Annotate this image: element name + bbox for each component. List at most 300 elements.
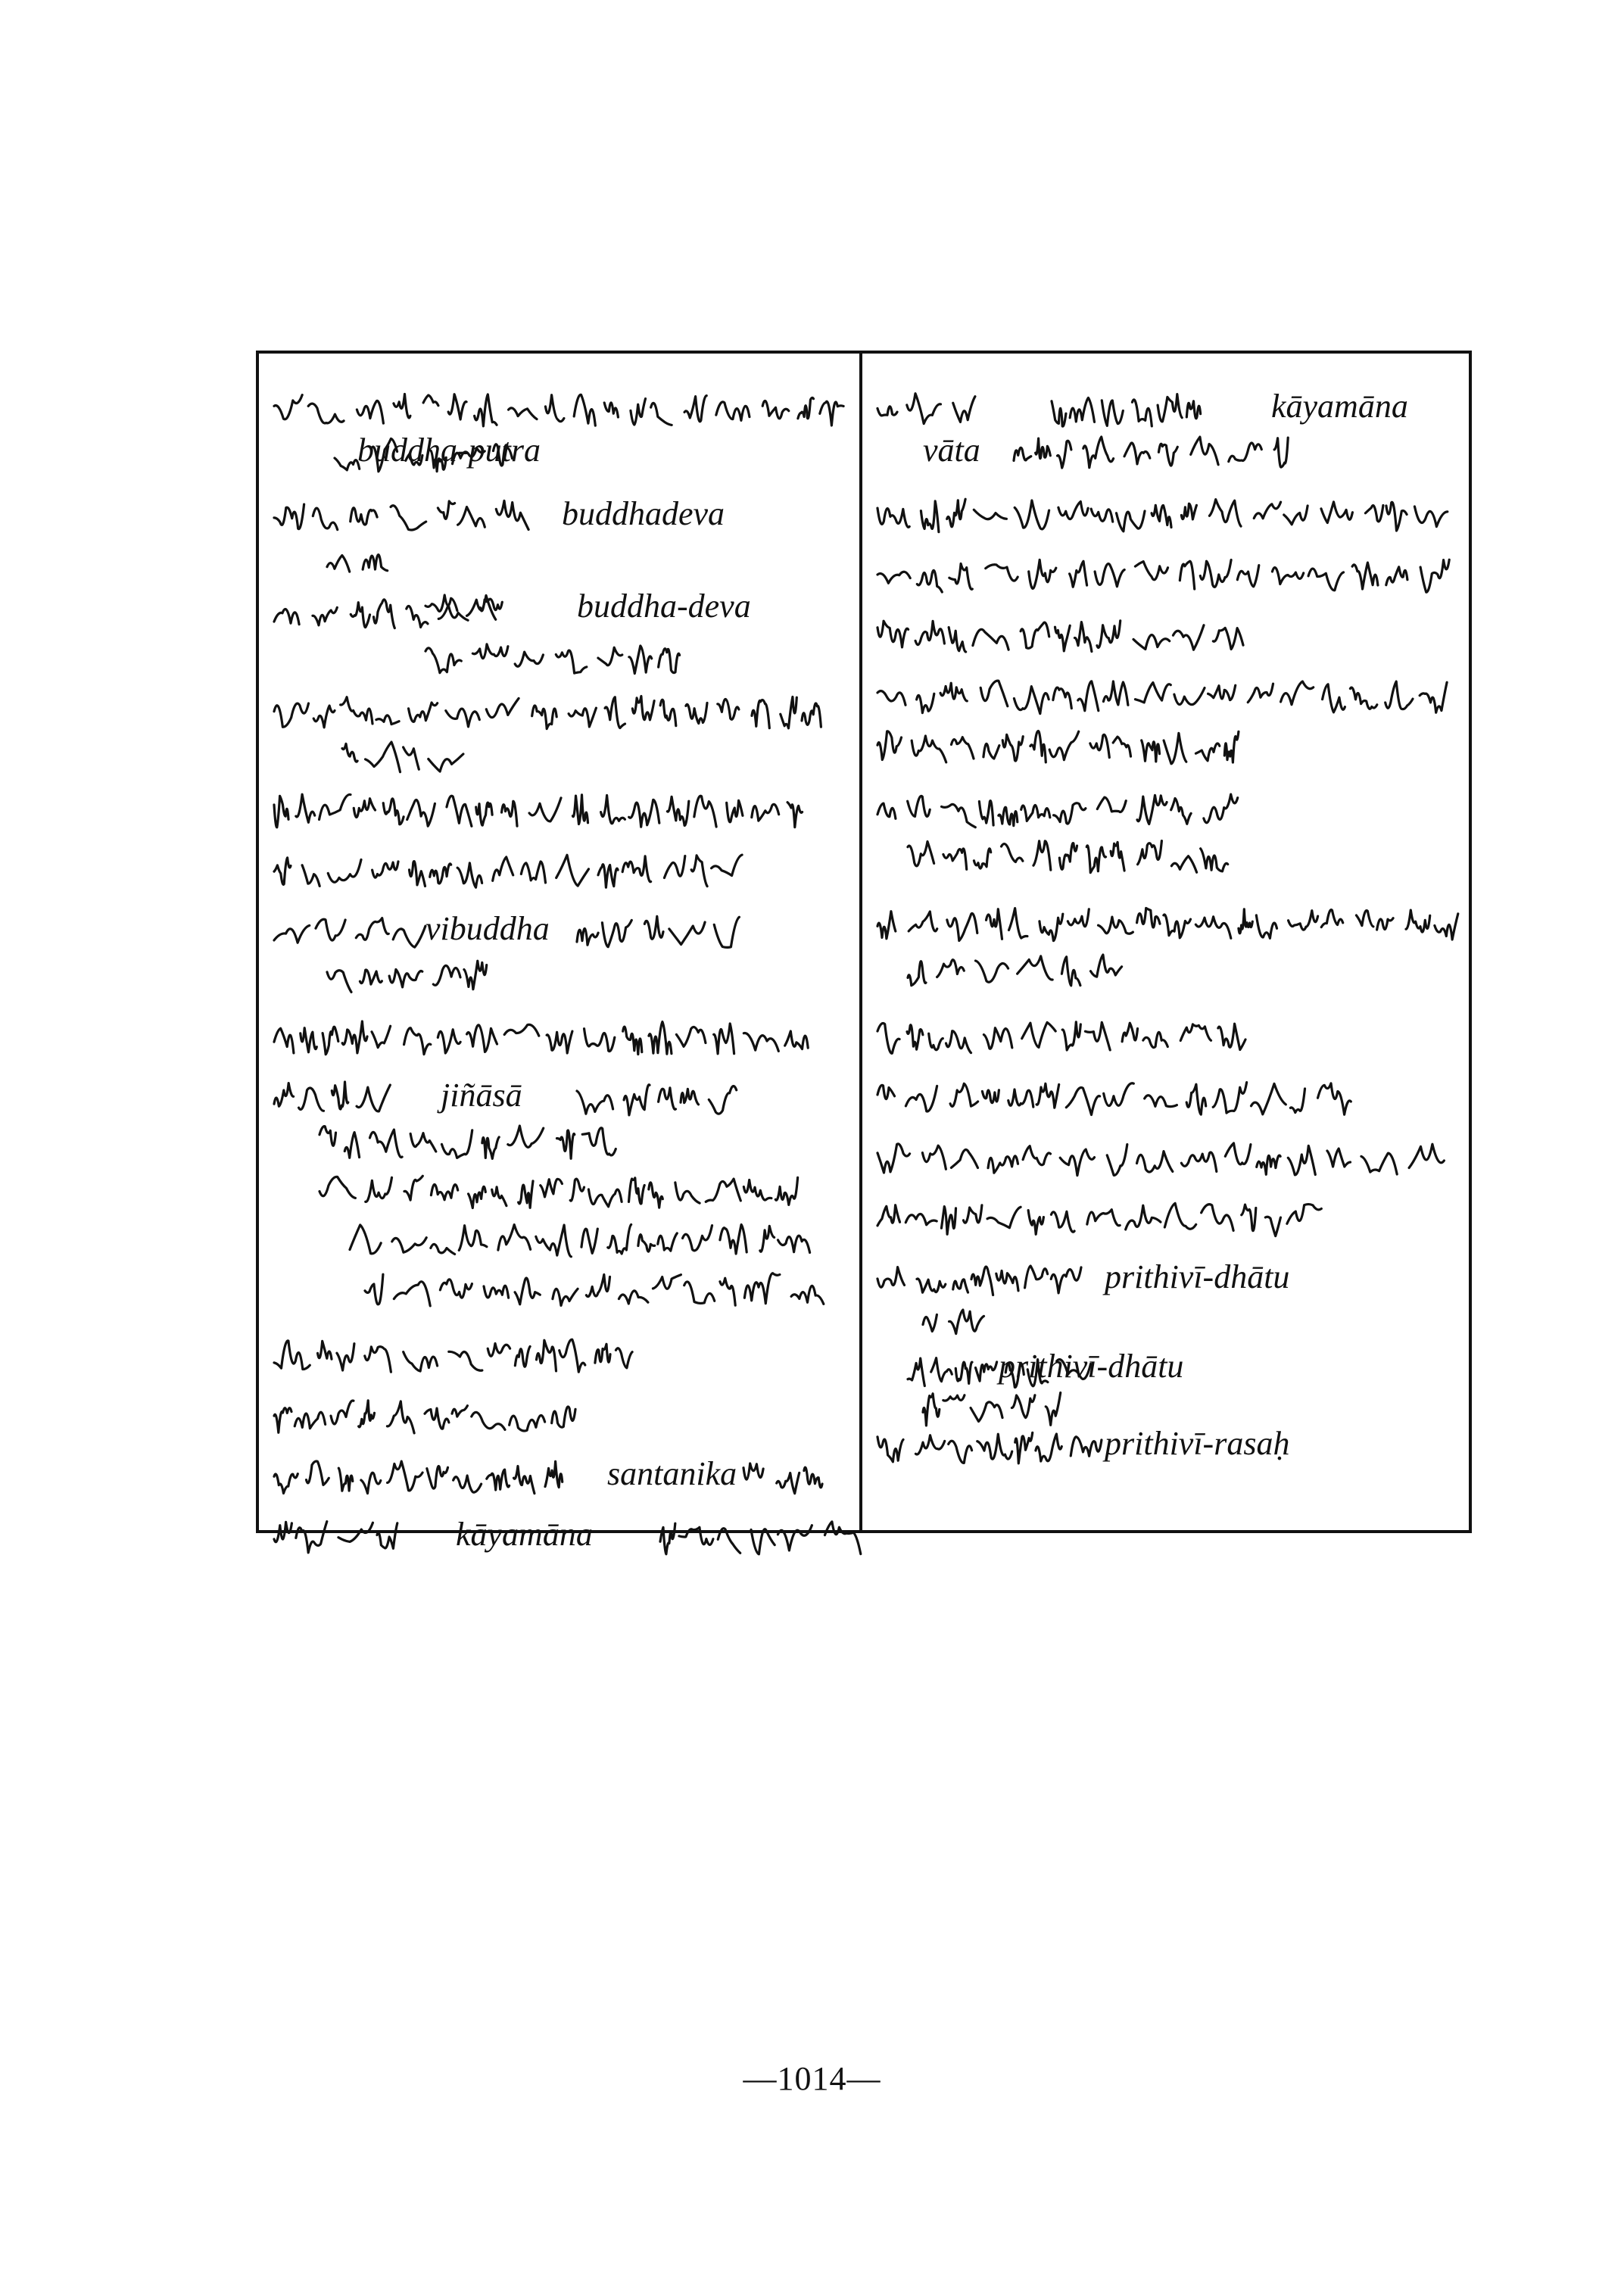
handwriting-stroke — [342, 1021, 367, 1053]
handwriting-stroke — [1051, 1267, 1081, 1293]
handwriting-stroke — [877, 407, 897, 416]
handwriting-stroke — [515, 1347, 530, 1367]
handwriting-stroke — [1174, 688, 1205, 705]
handwriting-stroke — [363, 555, 388, 571]
handwriting-stroke — [1014, 447, 1031, 460]
handwriting-stroke — [541, 1179, 563, 1196]
handwriting-stroke — [327, 556, 350, 572]
handwriting-stroke — [950, 1083, 978, 1106]
handwriting-stroke — [457, 863, 482, 887]
handwritten-entry-ink — [862, 497, 1469, 543]
handwriting-stroke — [752, 804, 779, 821]
handwriting-stroke — [949, 1441, 972, 1463]
handwriting-stroke — [274, 1408, 291, 1433]
handwriting-stroke — [372, 1026, 391, 1047]
right-entry — [862, 906, 1469, 997]
handwriting-stroke — [510, 1416, 545, 1432]
handwriting-stroke — [686, 703, 707, 724]
handwriting-stroke — [1028, 1211, 1043, 1235]
handwriting-stroke — [1229, 443, 1262, 462]
handwriting-stroke — [1252, 1083, 1286, 1114]
handwriting-stroke — [1040, 914, 1063, 940]
handwriting-stroke — [979, 801, 993, 825]
handwritten-entry-ink — [259, 914, 859, 997]
handwriting-stroke — [1284, 506, 1308, 525]
left-entry — [259, 588, 859, 679]
handwriting-stroke — [906, 1086, 937, 1111]
handwriting-stroke — [373, 600, 394, 628]
handwriting-stroke — [1288, 1145, 1315, 1175]
handwriting-stroke — [274, 1341, 310, 1370]
handwriting-stroke — [342, 743, 357, 762]
handwriting-stroke — [951, 737, 974, 759]
handwriting-stroke — [354, 799, 375, 818]
handwriting-stroke — [1164, 915, 1191, 938]
handwriting-stroke — [1201, 849, 1228, 871]
handwriting-stroke — [582, 1128, 616, 1155]
handwriting-stroke — [369, 1130, 402, 1158]
handwriting-stroke — [1386, 681, 1413, 709]
handwriting-stroke — [274, 1028, 294, 1053]
handwriting-stroke — [492, 1187, 507, 1206]
handwritten-entry-ink — [259, 793, 859, 838]
handwriting-stroke — [912, 736, 946, 762]
handwriting-stroke — [464, 961, 487, 990]
handwriting-stroke — [974, 849, 990, 868]
handwriting-stroke — [1254, 502, 1280, 519]
handwriting-stroke — [404, 1028, 431, 1055]
handwriting-stroke — [1186, 401, 1200, 419]
handwriting-stroke — [1281, 681, 1314, 705]
handwriting-stroke — [907, 394, 941, 424]
handwriting-stroke — [1090, 734, 1109, 757]
handwriting-stroke — [372, 862, 398, 877]
handwriting-stroke — [1122, 1023, 1137, 1042]
handwriting-stroke — [482, 1137, 499, 1159]
handwriting-stroke — [718, 1529, 740, 1554]
handwriting-stroke — [987, 909, 1002, 940]
handwritten-entry-ink — [862, 679, 1469, 770]
handwriting-stroke — [679, 1527, 713, 1544]
handwriting-stroke — [351, 603, 369, 628]
handwriting-stroke — [454, 1476, 482, 1492]
handwriting-stroke — [727, 800, 743, 822]
handwriting-stroke — [988, 1156, 1018, 1173]
handwriting-stroke — [802, 703, 821, 727]
handwriting-stroke — [376, 715, 399, 725]
handwriting-stroke — [425, 1408, 449, 1429]
handwriting-stroke — [940, 683, 967, 701]
romanized-term: vāta — [923, 432, 980, 469]
handwriting-stroke — [1008, 909, 1027, 939]
handwriting-stroke — [908, 842, 934, 866]
handwriting-stroke — [629, 799, 659, 827]
handwriting-stroke — [706, 1179, 740, 1202]
handwriting-stroke — [1014, 687, 1049, 714]
handwriting-stroke — [1022, 1022, 1055, 1047]
handwriting-stroke — [1200, 560, 1231, 588]
romanized-term: buddhadeva — [562, 495, 725, 532]
handwriting-stroke — [664, 856, 684, 878]
handwriting-stroke — [917, 570, 942, 592]
handwriting-stroke — [946, 1031, 971, 1053]
handwriting-stroke — [572, 795, 588, 824]
handwriting-stroke — [787, 803, 803, 828]
handwriting-stroke — [452, 1406, 467, 1417]
handwriting-stroke — [1173, 625, 1204, 650]
page-number: —1014— — [743, 2060, 881, 2097]
handwriting-stroke — [781, 697, 797, 728]
handwriting-stroke — [1406, 910, 1430, 932]
romanized-term: santanika — [607, 1455, 737, 1492]
handwriting-stroke — [1256, 915, 1276, 938]
handwriting-stroke — [274, 925, 310, 943]
handwriting-stroke — [743, 1463, 763, 1479]
handwriting-stroke — [332, 1082, 348, 1109]
handwriting-stroke — [356, 918, 388, 940]
handwriting-stroke — [581, 1229, 597, 1253]
handwriting-stroke — [394, 394, 410, 418]
handwriting-stroke — [1138, 841, 1162, 865]
handwriting-stroke — [577, 928, 598, 945]
handwriting-stroke — [429, 754, 463, 771]
handwriting-stroke — [515, 652, 543, 666]
handwriting-stroke — [274, 796, 288, 827]
handwriting-stroke — [1060, 1149, 1094, 1176]
handwriting-stroke — [1070, 397, 1094, 422]
handwriting-stroke — [951, 1150, 977, 1168]
handwriting-stroke — [877, 1437, 903, 1462]
handwriting-stroke — [908, 962, 926, 986]
right-entry — [862, 679, 1469, 770]
handwriting-stroke — [598, 865, 618, 887]
handwriting-stroke — [798, 397, 814, 418]
handwriting-stroke — [431, 1184, 457, 1199]
left-column — [259, 354, 859, 1553]
right-entry — [862, 497, 1469, 543]
handwriting-stroke — [588, 1189, 622, 1207]
handwriting-stroke — [1054, 803, 1086, 824]
handwriting-stroke — [1133, 635, 1170, 650]
handwriting-stroke — [1158, 394, 1182, 422]
handwriting-stroke — [359, 1401, 375, 1427]
handwriting-stroke — [1132, 400, 1152, 426]
handwriting-stroke — [644, 916, 663, 939]
handwriting-stroke — [1053, 687, 1071, 709]
handwriting-stroke — [1386, 502, 1407, 531]
handwriting-stroke — [274, 504, 304, 529]
handwriting-stroke — [1181, 503, 1196, 519]
handwriting-stroke — [1318, 1083, 1351, 1114]
handwriting-stroke — [1113, 737, 1130, 756]
handwriting-stroke — [366, 742, 401, 772]
handwriting-stroke — [983, 1028, 1011, 1049]
handwriting-stroke — [1350, 687, 1376, 709]
handwriting-stroke — [327, 971, 351, 993]
handwriting-stroke — [394, 1282, 430, 1306]
handwriting-stroke — [361, 1473, 381, 1493]
handwriting-stroke — [1033, 841, 1051, 870]
handwriting-stroke — [487, 1470, 510, 1490]
handwriting-stroke — [1097, 797, 1126, 812]
handwriting-stroke — [341, 697, 372, 724]
handwriting-stroke — [877, 621, 909, 647]
handwriting-stroke — [1052, 401, 1066, 426]
handwriting-stroke — [877, 572, 910, 583]
handwritten-entry-ink — [259, 1459, 859, 1504]
handwriting-stroke — [458, 507, 485, 528]
handwriting-stroke — [977, 1434, 1012, 1459]
handwriting-stroke — [410, 1133, 436, 1152]
handwriting-stroke — [712, 855, 743, 875]
handwriting-stroke — [536, 1225, 572, 1257]
handwriting-stroke — [595, 1344, 610, 1363]
handwritten-entry-ink — [862, 1141, 1469, 1186]
handwriting-stroke — [778, 1526, 812, 1551]
left-entry — [259, 694, 859, 778]
handwriting-stroke — [1321, 502, 1352, 523]
handwriting-stroke — [1071, 1437, 1102, 1456]
handwriting-stroke — [1257, 1155, 1280, 1174]
handwriting-stroke — [622, 856, 650, 882]
handwriting-stroke — [1202, 1205, 1233, 1231]
handwriting-stroke — [1086, 846, 1105, 873]
handwriting-stroke — [586, 1275, 609, 1297]
handwriting-stroke — [651, 403, 672, 425]
romanized-term: buddha-deva — [577, 588, 751, 625]
handwriting-stroke — [917, 693, 934, 712]
handwriting-stroke — [785, 1031, 809, 1049]
handwriting-stroke — [877, 731, 902, 760]
handwriting-stroke — [509, 408, 537, 419]
handwriting-stroke — [1186, 1084, 1205, 1114]
handwriting-stroke — [684, 396, 706, 422]
handwriting-stroke — [658, 1233, 678, 1251]
handwriting-stroke — [1102, 401, 1123, 426]
handwriting-stroke — [1152, 505, 1171, 527]
handwritten-entry-ink — [259, 1398, 859, 1444]
handwriting-stroke — [1137, 909, 1160, 928]
handwriting-stroke — [320, 794, 351, 819]
handwriting-stroke — [1224, 731, 1239, 762]
handwriting-stroke — [357, 401, 383, 423]
handwriting-stroke — [1018, 956, 1053, 980]
handwriting-stroke — [1025, 1266, 1048, 1288]
handwriting-stroke — [504, 1024, 539, 1036]
handwriting-stroke — [1195, 917, 1230, 939]
handwriting-stroke — [915, 1435, 944, 1454]
handwritten-entry-ink — [259, 1020, 859, 1065]
handwriting-stroke — [619, 1291, 647, 1304]
handwriting-stroke — [877, 1024, 899, 1054]
handwriting-stroke — [716, 402, 750, 421]
handwriting-stroke — [1135, 562, 1167, 580]
handwriting-stroke — [337, 1344, 354, 1370]
handwriting-stroke — [1213, 628, 1243, 649]
handwriting-stroke — [778, 1236, 810, 1252]
romanized-term: buddha-putra — [357, 432, 541, 469]
handwriting-stroke — [744, 1273, 780, 1304]
handwriting-stroke — [448, 394, 466, 419]
handwriting-stroke — [1049, 731, 1079, 760]
handwriting-stroke — [1135, 683, 1170, 703]
handwriting-stroke — [472, 644, 508, 659]
handwriting-stroke — [1051, 1211, 1074, 1232]
handwriting-stroke — [720, 1278, 735, 1305]
left-entry — [259, 1020, 859, 1065]
right-entry — [862, 1080, 1469, 1126]
handwriting-stroke — [1377, 918, 1393, 930]
handwriting-stroke — [629, 1178, 645, 1204]
handwriting-stroke — [983, 743, 999, 759]
handwriting-stroke — [427, 1466, 448, 1488]
handwritten-entry-ink — [862, 619, 1469, 664]
handwriting-stroke — [350, 1225, 381, 1254]
handwriting-stroke — [1242, 1205, 1256, 1231]
handwriting-stroke — [1213, 1083, 1246, 1113]
handwriting-stroke — [649, 1183, 662, 1208]
handwriting-stroke — [383, 799, 404, 824]
handwriting-stroke — [537, 1340, 556, 1371]
handwriting-stroke — [720, 1225, 747, 1255]
handwriting-stroke — [683, 1226, 712, 1251]
handwriting-stroke — [877, 1085, 895, 1099]
handwriting-stroke — [676, 1027, 705, 1047]
handwriting-stroke — [1143, 1032, 1167, 1047]
handwriting-stroke — [1059, 843, 1077, 870]
handwriting-stroke — [804, 1467, 822, 1488]
handwriting-stroke — [440, 1279, 472, 1298]
handwriting-stroke — [476, 803, 492, 825]
handwriting-stroke — [1036, 1434, 1061, 1461]
handwriting-stroke — [601, 796, 625, 824]
left-entry — [259, 1077, 859, 1330]
left-entry — [259, 910, 859, 997]
handwriting-stroke — [1070, 561, 1087, 587]
handwriting-stroke — [877, 1267, 905, 1288]
handwritten-entry-ink — [259, 391, 859, 482]
handwriting-stroke — [545, 1461, 563, 1487]
handwriting-stroke — [608, 1224, 631, 1254]
handwriting-stroke — [556, 855, 589, 886]
handwriting-stroke — [1180, 561, 1194, 589]
handwriting-stroke — [629, 646, 652, 674]
handwriting-stroke — [1104, 1083, 1134, 1106]
handwriting-stroke — [1356, 911, 1373, 927]
handwriting-stroke — [545, 395, 563, 422]
handwriting-stroke — [923, 1314, 937, 1331]
handwriting-stroke — [514, 1466, 535, 1494]
handwriting-stroke — [709, 1086, 736, 1114]
handwriting-stroke — [307, 1461, 329, 1485]
handwriting-stroke — [360, 970, 382, 984]
handwriting-stroke — [906, 1214, 937, 1224]
handwriting-stroke — [669, 922, 705, 945]
handwriting-stroke — [447, 796, 472, 826]
handwriting-stroke — [1164, 733, 1186, 763]
right-entry — [862, 558, 1469, 603]
handwriting-stroke — [556, 1130, 574, 1158]
handwriting-stroke — [308, 404, 344, 423]
handwriting-stroke — [1180, 1024, 1211, 1041]
handwritten-entry-ink — [259, 1338, 859, 1383]
handwriting-stroke — [475, 394, 497, 426]
handwriting-stroke — [584, 1029, 615, 1052]
handwritten-entry-ink — [259, 596, 859, 679]
handwriting-stroke — [1111, 842, 1124, 871]
handwriting-stroke — [407, 606, 428, 627]
handwriting-stroke — [684, 1282, 715, 1303]
handwriting-stroke — [296, 794, 315, 822]
handwriting-stroke — [404, 1176, 422, 1200]
handwriting-stroke — [1030, 731, 1046, 762]
handwriting-stroke — [569, 708, 596, 727]
handwriting-stroke — [760, 1226, 775, 1251]
handwriting-stroke — [1409, 1144, 1444, 1167]
handwriting-stroke — [1099, 917, 1133, 933]
handwriting-stroke — [931, 1358, 952, 1382]
handwriting-stroke — [653, 1275, 681, 1289]
handwriting-stroke — [274, 1083, 294, 1107]
handwriting-stroke — [449, 1351, 482, 1370]
handwriting-stroke — [577, 1091, 613, 1114]
right-entry — [862, 1202, 1469, 1247]
handwriting-stroke — [1290, 1089, 1304, 1113]
handwriting-stroke — [1352, 563, 1378, 589]
handwriting-stroke — [908, 796, 930, 816]
handwriting-stroke — [459, 1226, 487, 1251]
handwriting-stroke — [486, 698, 519, 717]
handwriting-stroke — [982, 1090, 999, 1103]
handwriting-stroke — [986, 565, 1018, 581]
handwriting-stroke — [1420, 559, 1449, 592]
left-entry — [259, 793, 859, 838]
handwriting-stroke — [775, 1177, 797, 1205]
handwriting-stroke — [1204, 794, 1238, 823]
left-entry — [259, 1455, 859, 1504]
handwriting-stroke — [691, 856, 707, 887]
handwriting-stroke — [602, 920, 631, 946]
handwriting-stroke — [743, 1180, 771, 1201]
handwriting-stroke — [1191, 437, 1218, 465]
handwriting-stroke — [331, 1401, 354, 1424]
handwriting-stroke — [484, 1286, 509, 1298]
handwriting-stroke — [519, 1181, 533, 1208]
handwriting-stroke — [328, 859, 361, 882]
handwriting-stroke — [963, 1205, 981, 1223]
handwriting-stroke — [1327, 1149, 1351, 1167]
handwriting-stroke — [425, 595, 457, 611]
handwriting-stroke — [714, 917, 739, 947]
handwriting-stroke — [1287, 1205, 1321, 1224]
handwriting-stroke — [493, 857, 513, 881]
handwriting-stroke — [407, 800, 435, 827]
handwriting-stroke — [1061, 957, 1080, 986]
handwriting-stroke — [877, 691, 906, 706]
handwriting-stroke — [302, 865, 320, 887]
handwritten-entry-ink — [862, 1080, 1469, 1126]
handwriting-stroke — [1289, 911, 1318, 930]
handwriting-stroke — [649, 1022, 672, 1055]
handwriting-stroke — [469, 1186, 486, 1208]
romanized-term: prithivī-dhātu — [1105, 1258, 1290, 1295]
handwriting-stroke — [1195, 743, 1219, 761]
handwriting-stroke — [1239, 909, 1252, 933]
handwriting-stroke — [1036, 1083, 1059, 1108]
handwriting-stroke — [521, 862, 545, 883]
handwriting-stroke — [570, 1179, 584, 1201]
handwriting-stroke — [1002, 734, 1023, 761]
